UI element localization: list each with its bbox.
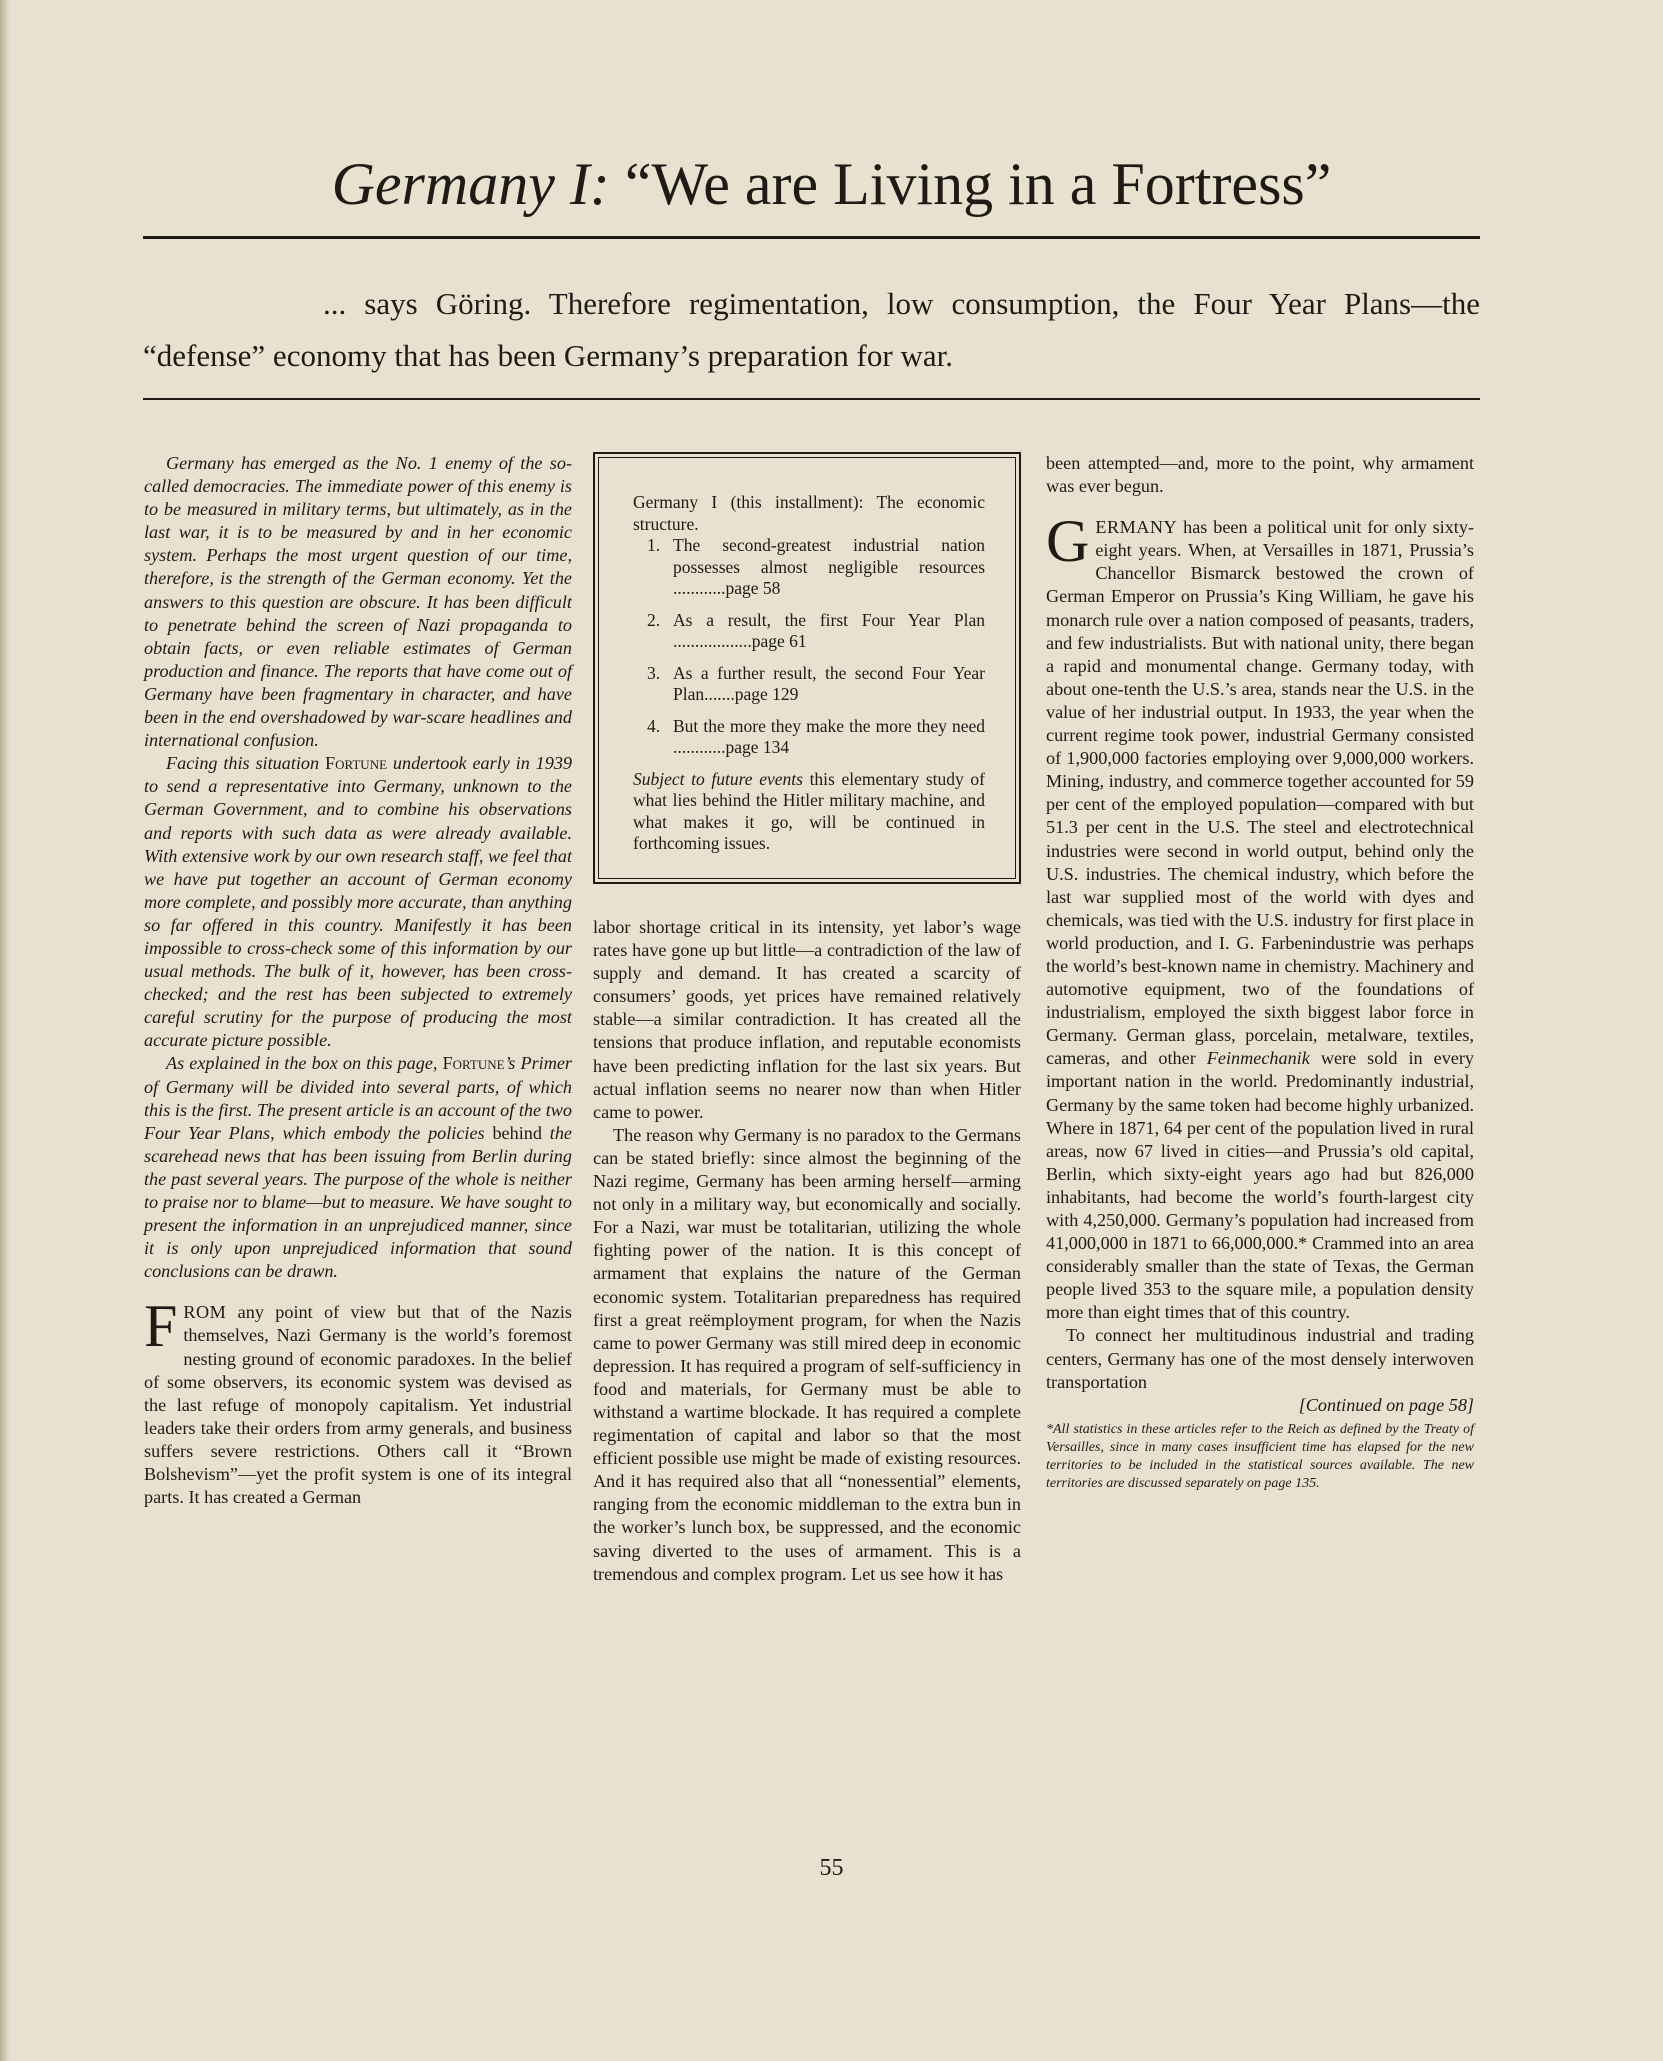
body-paragraph: been attempted—and, more to the point, why armament was ever begun. (1046, 453, 1474, 497)
title-lead: Germany I: (331, 151, 610, 217)
box-intro: Germany I (this installment): The economic structure. (633, 492, 985, 534)
intro-paragraph-2: Facing this situation Fortune undertook early in 1939 to send a representative into Germany, unknown to the German Government, and to combine his observations and reports with such data as were already available. With extensive work by our own research staff, we feel that we have put together an account of German economy more complete, and possibly more accurate, than anything so far offered in this country. Manifestly it has been impossible to cross-check some of this information by our usual methods. The bulk of it, however, has been cross-checked; and the rest has been subjected to extremely careful scrutiny for the purpose of producing the most accurate picture possible. (144, 753, 573, 1051)
body-paragraph: GERMANY has been a political unit for only sixty-eight years. When, at Versailles in 1871, Prussia’s Chancellor Bismarck bestowed the crown of German Emperor on Prussia’s King William, he gave his monarch rule over a nation composed of peasants, traders, and few industrialists. But with national unity, there began a rapid and monumental change. Germany today, with about one-tenth the U.S.’s area, stands near the U.S. in the value of her industrial output. In 1933, the year when the current regime took power, industrial Germany consisted of 1,900,000 factories employing over 9,000,000 workers. Mining, industry, and commerce together accounted for 59 per cent of the employed population—compared with but 51.3 per cent in the U.S. The steel and electrotechnical industries were second in world output, behind only the U.S. industries. The chemical industry, which before the last war supplied most of the world with dyes and chemicals, was tied with the U.S. industry for first place in world production, and I. G. Farbenindustrie was perhaps the world’s best-known name in chemistry. Machinery and automotive equipment, two of the foundations of industrialism, employed the sixth biggest labor force in Germany. German glass, porcelain, metalware, textiles, cameras, and other Feinmechanik were sold in every important nation in the world. Predominantly industrial, Germany by the same token had become highly urbanized. Where in 1871, 64 per cent of the population lived in rural areas, now 67 lived in cities—and Prussia’s old capital, Berlin, which sixty-eight years ago had but 826,000 inhabitants, had become the world’s fourth-largest city with 4,250,000. Germany’s population had increased from 41,000,000 in 1871 to 66,000,000.* Crammed into an area considerably smaller than the state of Texas, the German people lived 353 to the square mile, a population density more than eight times that of this country. (1046, 508, 1475, 1323)
body-paragraph: FROM any point of view but that of the Nazis themselves, Nazi Germany is the world’s foremost nesting ground of economic paradoxes. In the belief of some observers, its economic system was devised as the last refuge of monopoly capitalism. Yet industrial leaders take their orders from army generals, and business suffers severe restrictions. Others call it “Brown Bolshevism”—yet the profit system is one of its integral parts. It has created a German (144, 1293, 572, 1508)
list-item: 4. But the more they make the more they need ............page 134 (647, 715, 985, 757)
box-note: Subject to future events this elementary study of what lies behind the Hitler military machine, and what makes it go, will be continued in forthcoming issues. (633, 768, 985, 853)
title-rule (143, 236, 1480, 239)
contents-box (593, 452, 1021, 884)
intro-paragraph-3: As explained in the box on this page, Fortune’s Primer of Germany will be divided into several parts, of which this is the first. The present article is an account of the two Four Year Plans, which embody the policies behind the scarehead news that has been issuing from Berlin during the past several years. The purpose of the whole is neither to praise nor to blame—but to measure. We have sought to present the information in an unprejudiced manner, since it is only upon unprejudiced information that sound conclusions can be drawn. (144, 1053, 573, 1282)
column-1 (144, 452, 572, 1509)
body-paragraph: labor shortage critical in its intensity, yet labor’s wage rates have gone up but little—a contradiction of the law of supply and demand. It has created a scarcity of consumers’ goods, yet prices have remained relatively stable—a similar contradiction. It has created all the tensions that produce inflation, and reputable economists have been predicting inflation for the last six years. But actual inflation seems no nearer now than when Hitler came to power. (593, 917, 1021, 1122)
body-col-2 (593, 916, 1021, 1586)
body-paragraph: To connect her multitudinous industrial and trading centers, Germany has one of the most densely interwoven transportation (1046, 1325, 1474, 1392)
column-3 (1046, 452, 1474, 1493)
fortune-name: Fortune (324, 753, 388, 774)
page-number: 55 (819, 1855, 844, 1881)
drop-cap: G (1046, 508, 1090, 575)
intro-paragraph-1: Germany has emerged as the No. 1 enemy of the so-called democracies. The immediate power of this enemy is to be measured in military terms, but ultimately, as in the last war, it is to be measured by and in her economic system. Perhaps the most urgent question of our time, therefore, is the strength of the German economy. Yet the answers to this question are obscure. It has been difficult to penetrate behind the screen of Nazi propaganda to obtain facts, or even reliable estimates of German production and finance. The reports that have come out of Germany have been fragmentary in character, and have been in the end overshadowed by war-scare headlines and international confusion. (144, 453, 572, 751)
list-item: 2. As a result, the first Four Year Plan ..................page 61 (647, 609, 985, 651)
title-quote: “We are Living in a Fortress” (624, 151, 1332, 217)
footnote: *All statistics in these articles refer to the Reich as defined by the Treaty of Versailles, since in many cases insufficient time has elapsed for the new territories to be included in the statistical sources available. The new territories are discussed separately on page 135. (1046, 1421, 1474, 1491)
article-title (0, 148, 1663, 220)
list-item: 3. As a further result, the second Four Year Plan.......page 129 (647, 662, 985, 704)
body-col-1 (144, 1293, 572, 1509)
continued-line: [Continued on page 58] (1298, 1394, 1474, 1415)
fortune-name: Fortune (442, 1053, 505, 1074)
binding-edge (0, 0, 10, 2061)
editor-intro (144, 452, 572, 1283)
box-list (633, 535, 985, 759)
deck-rule (143, 398, 1480, 400)
drop-cap: F (144, 1293, 178, 1360)
column-2 (593, 452, 1021, 1586)
article-deck: ... says Göring. Therefore regimentation, low consumption, the Four Year Plans—the “defense” economy that has been Germany’s preparation for war. (143, 286, 1480, 373)
body-paragraph: The reason why Germany is no paradox to the Germans can be stated briefly: since almost the beginning of the Nazi regime, Germany has been arming herself—arming not only in a military way, but economically and socially. For a Nazi, war must be totalitarian, utilizing the whole fighting power of the nation. It is this concept of armament that explains the nature of the German economic system. Totalitarian preparedness has required first a great reëmployment program, for when the Nazis came to power Germany was still mired deep in economic depression. It has required a program of self-sufficiency in food and materials, for Germany must be able to withstand a wartime blockade. It has required a complete regimentation of capital and labor so that the most efficient possible use might be made of existing resources. And it has required also that all “nonessential” elements, ranging from the economic middleman to the extra bun in the worker’s lunch box, be suppressed, and the economic saving diverted to the uses of armament. This is a tremendous and complex program. Let us see how it has (593, 1124, 1021, 1584)
list-item: 1. The second-greatest industrial nation possesses almost negligible resources ............page 58 (647, 535, 985, 598)
